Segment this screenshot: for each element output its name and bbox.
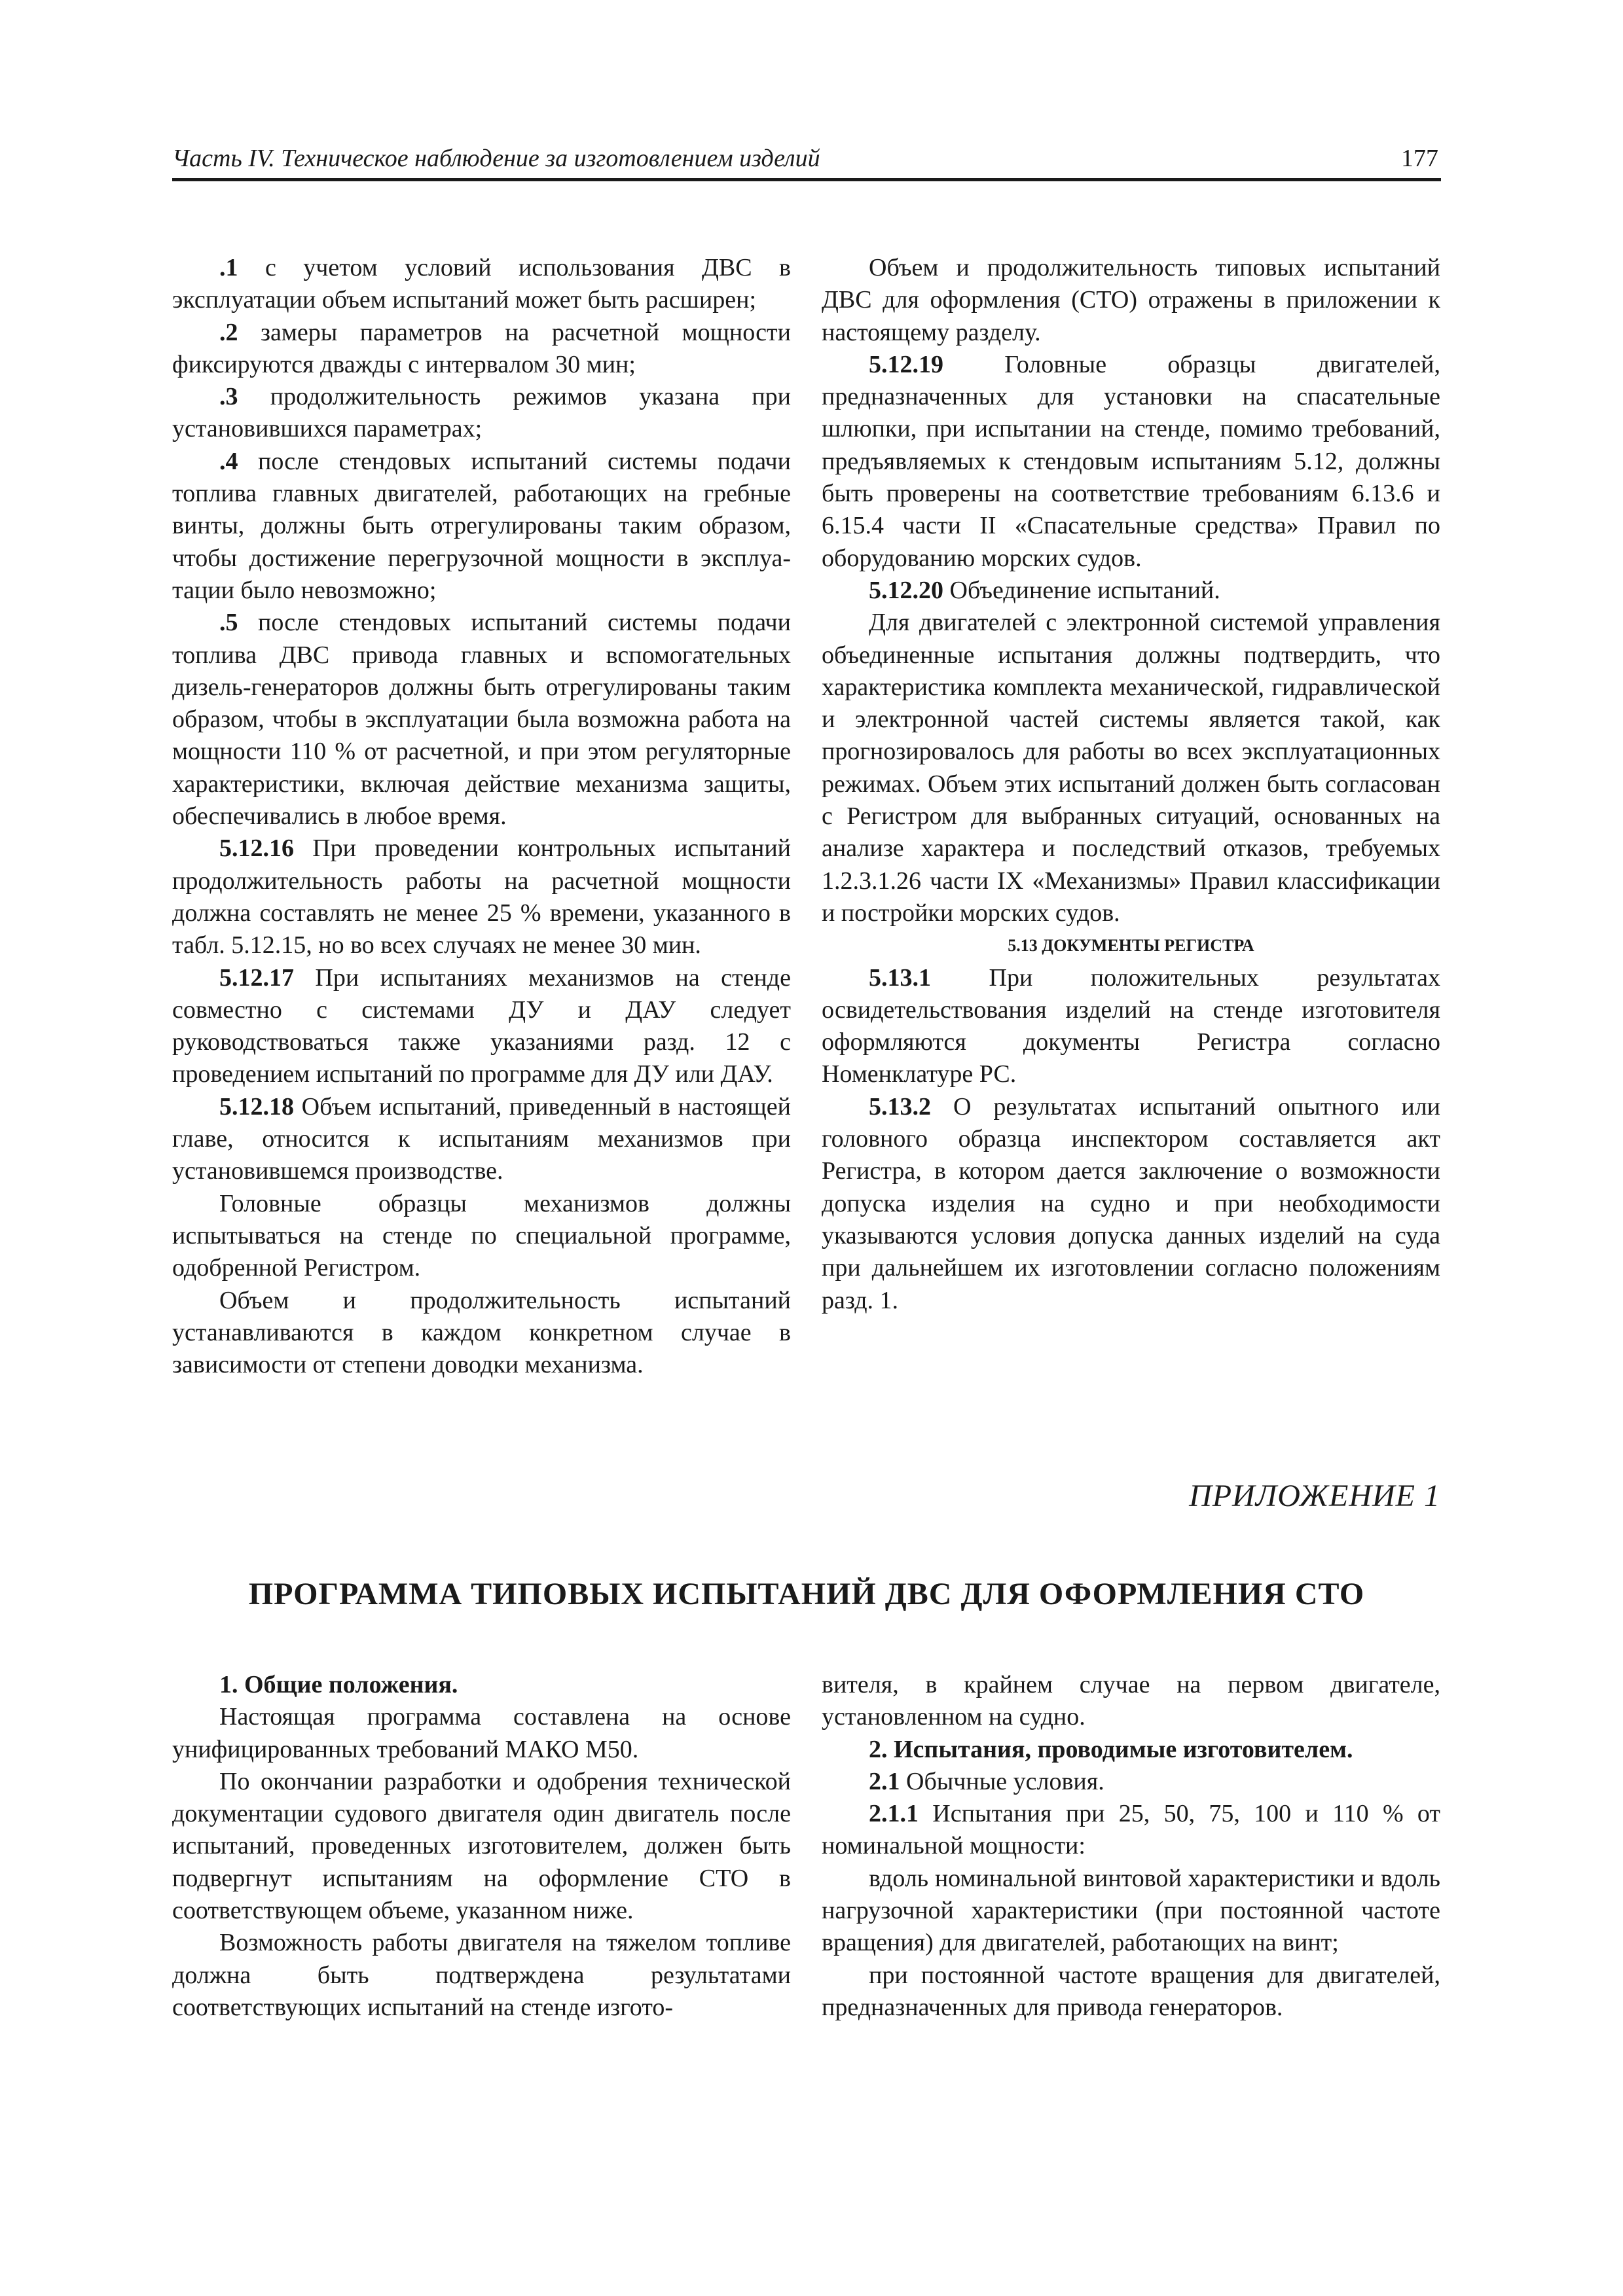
paragraph bbox=[822, 1091, 1440, 1317]
paragraph bbox=[822, 349, 1440, 575]
paragraph: Настоящая программа составлена на основе унифицированных требований МАКО М50. bbox=[172, 1703, 791, 1763]
item-number: .2 bbox=[219, 318, 238, 346]
clause-number: 2.1 bbox=[869, 1767, 900, 1795]
clause-number: 5.12.19 bbox=[869, 350, 943, 378]
paragraph: Объем и продолжительность испытаний устанавливаются в каждом конкретном случае в зависимости от степени доводки механизма. bbox=[172, 1286, 791, 1379]
paragraph-text: с учетом условий использования ДВС в эксплуатации объем испытаний может быть расширен; bbox=[172, 254, 791, 314]
paragraph bbox=[172, 446, 791, 607]
paragraph bbox=[172, 317, 791, 382]
appendix-title: ПРОГРАММА ТИПОВЫХ ИСПЫТАНИЙ ДВС ДЛЯ ОФОРМЛЕНИЯ СТО bbox=[248, 1577, 1365, 1611]
paragraph-text: продолжительность режимов указана при установившихся параметрах; bbox=[172, 383, 791, 443]
header-title: Часть IV. Техническое наблюдение за изготовлением изделий bbox=[172, 145, 820, 172]
paragraph bbox=[172, 833, 791, 961]
subsection-heading bbox=[822, 1734, 1440, 1766]
paragraph bbox=[172, 1091, 791, 1188]
appendix-label: ПРИЛОЖЕНИЕ 1 bbox=[1189, 1479, 1440, 1513]
paragraph bbox=[172, 252, 791, 317]
left-column-lower bbox=[172, 1669, 791, 2024]
paragraph bbox=[172, 962, 791, 1091]
running-header bbox=[172, 139, 1441, 181]
paragraph-text: Объем испытаний, приведенный в настоящей главе, относится к испытаниям механизмов при установившемся производстве. bbox=[172, 1092, 791, 1185]
clause-number: 5.12.17 bbox=[219, 963, 294, 992]
paragraph-text: При положительных результатах освидетельствования изделий на стенде изготовителя оформляются документы Регистра согласно Номенклатуре РС. bbox=[822, 963, 1440, 1088]
paragraph-text: При испытаниях механизмов на стенде совместно с системами ДУ и ДАУ следует руководствоваться также указаниями разд. 12 с проведением испытаний по программе для ДУ или ДАУ. bbox=[172, 963, 791, 1088]
paragraph-text: после стендовых испытаний системы подачи топлива ДВС привода главных и вспомогательных дизель-генераторов должны быть отрегулированы таким образом, чтобы в эксплуатации была возможна работа на мощности 110 % от расчетной, и при этом регуляторные характеристики, включая действие механизма защиты, обеспечивались в любое время. bbox=[172, 609, 791, 831]
paragraph: Для двигателей с электронной системой управления объединенные испытания должны подтвердить, что характеристика комплекта механической, гидравлической и электронной частей системы является такой, как прогнозировалось для работы во всех эксплуатационных режимах. Объем этих испытаний должен быть согласован с Регистром для выбранных ситуаций, основанных на анализе характера и последствий отказов, требуемых 1.2.3.1.26 части IX «Механизмы» Правил классификации и постройки морских судов. bbox=[822, 609, 1440, 927]
paragraph bbox=[172, 381, 791, 446]
clause-number: 5.12.18 bbox=[219, 1092, 294, 1121]
right-column-upper bbox=[822, 252, 1440, 1317]
page-number: 177 bbox=[1401, 145, 1438, 172]
item-number: .4 bbox=[219, 447, 238, 475]
paragraph: вителя, в крайнем случае на первом двигателе, установленном на судно. bbox=[822, 1671, 1440, 1731]
item-number: .1 bbox=[219, 254, 238, 281]
paragraph-text: после стендовых испытаний системы подачи топлива главных двигателей, работающих на гребные винты, должны быть отрегулированы таким образом, чтобы достижение перегрузочной мощности в эксплуа-тации было невозможно; bbox=[172, 447, 791, 604]
paragraph: Объем и продолжительность типовых испытаний ДВС для оформления (СТО) отражены в приложении к настоящему разделу. bbox=[822, 254, 1440, 346]
paragraph bbox=[172, 607, 791, 833]
left-column-upper bbox=[172, 252, 791, 1381]
paragraph-text: замеры параметров на расчетной мощности фиксируются дважды с интервалом 30 мин; bbox=[172, 318, 791, 378]
paragraph bbox=[822, 1766, 1440, 1798]
clause-number: 5.13.2 bbox=[869, 1092, 931, 1121]
paragraph: По окончании разработки и одобрения технической документации судового двигателя один двигатель после испытаний, проведенных изготовителем, должен быть подвергнут испытаниям на оформление СТО в соответствующем объеме, указанном ниже. bbox=[172, 1767, 791, 1925]
paragraph-text: Объединение испытаний. bbox=[943, 576, 1220, 604]
subsection-heading bbox=[172, 1669, 791, 1701]
paragraph bbox=[822, 575, 1440, 607]
paragraph-text: О результатах испытаний опытного или головного образца инспектором составляется акт Регистра, в котором дается заключение о возможности допуска изделия на судно и при необходимости указываются условия допуска данных изделий на суда при дальнейшем их изготовлении согласно положениям разд. 1. bbox=[822, 1092, 1440, 1314]
paragraph: вдоль номинальной винтовой характеристики и вдоль нагрузочной характеристики (при постоянной частоте вращения) для двигателей, работающих на винт; bbox=[822, 1864, 1440, 1957]
paragraph-text: Испытания при 25, 50, 75, 100 и 110 % от номинальной мощности: bbox=[822, 1800, 1440, 1860]
section-heading: 5.13 ДОКУМЕНТЫ РЕГИСТРА bbox=[1008, 936, 1254, 956]
paragraph bbox=[822, 962, 1440, 1091]
heading-text: 2. Испытания, проводимые изготовителем. bbox=[869, 1735, 1353, 1763]
heading-text: 1. Общие положения. bbox=[219, 1671, 458, 1698]
paragraph-text: При проведении контрольных испытаний продолжительность работы на расчетной мощности должна составлять не менее 25 % времени, указанного в табл. 5.12.15, но во всех случаях не менее 30 мин. bbox=[172, 834, 791, 960]
item-number: .3 bbox=[219, 383, 238, 411]
clause-number: 2.1.1 bbox=[869, 1800, 919, 1828]
paragraph: при постоянной частоте вращения для двигателей, предназначенных для привода генераторов. bbox=[822, 1961, 1440, 2021]
paragraph: Возможность работы двигателя на тяжелом топливе должна быть подтверждена результатами соответствующих испытаний на стенде изгото- bbox=[172, 1929, 791, 2021]
paragraph-text: Головные образцы двигателей, предназначенных для установки на спасательные шлюпки, при испытании на стенде, помимо требований, предъявляемых к стендовым испытаниям 5.12, должны быть проверены на соответствие требованиям 6.13.6 и 6.15.4 части II «Спасательные средства» Правил по оборудованию морских судов. bbox=[822, 350, 1440, 572]
clause-number: 5.13.1 bbox=[869, 963, 931, 992]
paragraph: Головные образцы механизмов должны испытываться на стенде по специальной программе, одобренной Регистром. bbox=[172, 1189, 791, 1282]
clause-number: 5.12.20 bbox=[869, 576, 943, 604]
paragraph-text: Обычные условия. bbox=[900, 1767, 1104, 1795]
right-column-lower bbox=[822, 1669, 1440, 2024]
paragraph bbox=[822, 1798, 1440, 1863]
item-number: .5 bbox=[219, 609, 238, 637]
clause-number: 5.12.16 bbox=[219, 834, 294, 863]
